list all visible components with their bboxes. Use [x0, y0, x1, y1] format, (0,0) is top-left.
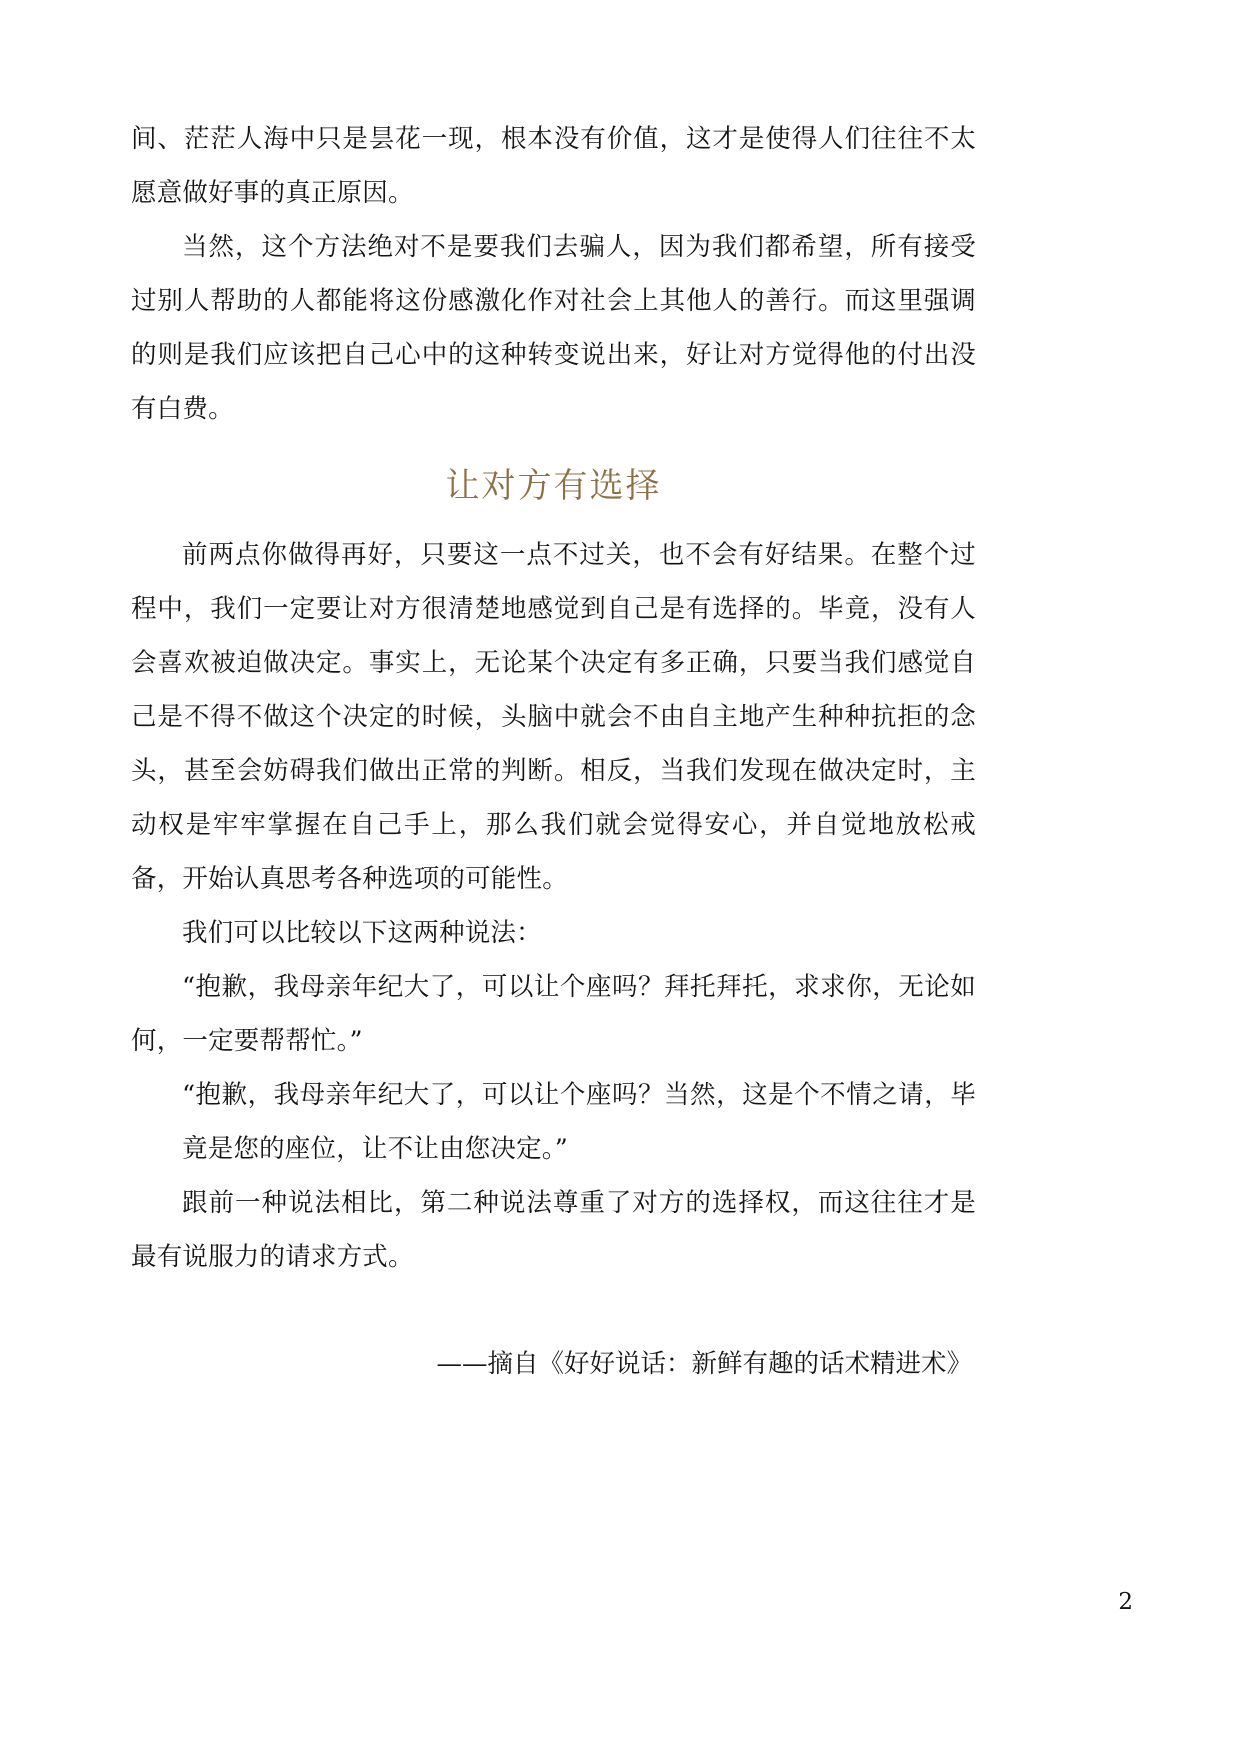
source-attribution: ——摘自《好好说话：新鲜有趣的话术精进术》 [436, 1349, 972, 1379]
section-heading: 让对方有选择 [445, 466, 662, 506]
paragraph-continued: 间、茫茫人海中只是昙花一现，根本没有价值，这才是使得人们往往不太愿意做好事的真正原因。 [131, 124, 976, 208]
paragraph-compare-intro: 我们可以比较以下这两种说法： [182, 918, 542, 948]
page-content [131, 112, 976, 1412]
paragraph-second: 当然，这个方法绝对不是要我们去骗人，因为我们都希望，所有接受过别人帮助的人都能将这份感激化作对社会上其他人的善行。而这里强调的则是我们应该把自己心中的这种转变说出来，好让对方觉得他的付出没有白费。 [131, 232, 976, 424]
quote-first: “抱歉，我母亲年纪大了，可以让个座吗？拜托拜托，求求你，无论如何，一定要帮帮忙。” [131, 972, 976, 1056]
quote-second: “抱歉，我母亲年纪大了，可以让个座吗？当然，这是个不情之请，毕竟是您的座位，让不让由您决定。” [182, 1080, 976, 1164]
paragraph-third: 前两点你做得再好，只要这一点不过关，也不会有好结果。在整个过程中，我们一定要让对方很清楚地感觉到自己是有选择的。毕竟，没有人会喜欢被迫做决定。事实上，无论某个决定有多正确，只要当我们感觉自己是不得不做这个决定的时候，头脑中就会不由自主地产生种种抗拒的念头，甚至会妨碍我们做出正常的判断。相反，当我们发现在做决定时，主动权是牢牢掌握在自己手上，那么我们就会觉得安心，并自觉地放松戒备，开始认真思考各种选项的可能性。 [131, 540, 976, 894]
page-number: 2 [1118, 1589, 1133, 1615]
paragraph-conclusion: 跟前一种说法相比，第二种说法尊重了对方的选择权，而这往往才是最有说服力的请求方式。 [131, 1188, 976, 1272]
